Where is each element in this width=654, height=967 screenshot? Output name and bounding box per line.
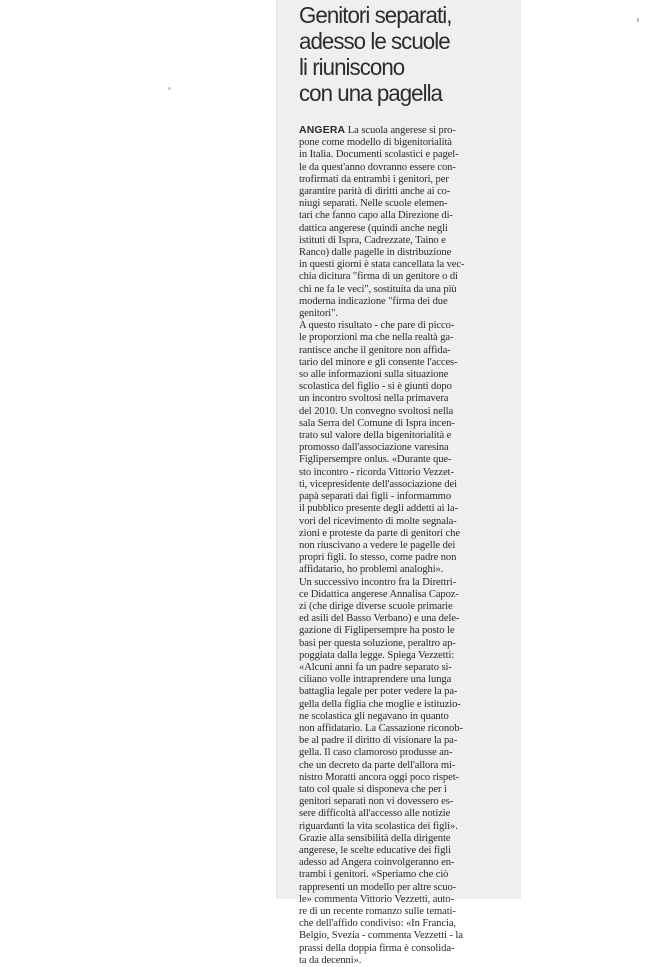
article-line: ti, vicepresidente dell'associazione dei bbox=[299, 478, 457, 490]
article-dateline: ANGERA bbox=[299, 125, 346, 136]
article-line: sere difficoltà all'accesso alle notizie bbox=[299, 808, 451, 820]
article-line: chia dicitura "firma di un genitore o di bbox=[299, 271, 458, 283]
headline-line: con una pagella bbox=[299, 80, 442, 106]
article-line: zioni e proteste da parte di genitori che bbox=[299, 527, 460, 539]
article-line: ciliano volle intraprendere una lunga bbox=[299, 674, 452, 686]
article-line: gazione di Figlipersempre ha posto le bbox=[299, 625, 455, 637]
article-line: che un decreto da parte dell'allora mi- bbox=[299, 759, 456, 771]
article-line: il pubblico presente degli addetti ai la- bbox=[299, 503, 458, 515]
article-line: dattica angerese (quindi anche negli bbox=[299, 222, 448, 234]
article-line: chi ne fa le veci", sostituita da una più bbox=[299, 283, 457, 295]
article-line: in Italia. Documenti scolastici e pagel- bbox=[299, 149, 459, 161]
article-line: poggiata dalla legge. Spiega Vezzetti: bbox=[299, 649, 455, 661]
article-line: tari che fanno capo alla Direzione di- bbox=[299, 210, 453, 222]
article-line: battaglia legale per poter vedere la pa- bbox=[299, 686, 458, 698]
article-line-text: La scuola angerese si pro- bbox=[347, 125, 456, 136]
article-line: propri figli. Io stesso, come padre non bbox=[299, 552, 457, 564]
article-line: angerese, le scelte educative dei figli bbox=[299, 844, 451, 856]
article-line: che dell'affido condiviso: «In Francia, bbox=[299, 918, 456, 930]
article-line: adesso ad Angera coinvolgeranno en- bbox=[299, 857, 455, 869]
article-line: le» commenta Vittorio Vezzetti, auto- bbox=[299, 893, 455, 905]
article-line: rantisce anche il genitore non affida- bbox=[299, 344, 451, 356]
article-line: vori del ricevimento di molte segnala- bbox=[299, 515, 457, 527]
scan-speck bbox=[168, 87, 171, 90]
article-line: zi (che dirige diverse scuole primarie bbox=[299, 600, 453, 612]
article-line: ce Didattica angerese Annalisa Capoz- bbox=[299, 588, 459, 600]
article-line: genitori separati non vi dovessero es- bbox=[299, 796, 454, 808]
article-line: prassi della doppia firma è consolida- bbox=[299, 942, 455, 954]
article-line: tario del minore e gli consente l'acces- bbox=[299, 356, 458, 368]
article-line: A questo risultato - che pare di picco- bbox=[299, 320, 455, 332]
article-line: «Alcuni anni fa un padre separato si- bbox=[299, 661, 452, 673]
headline-line: Genitori separati, bbox=[299, 2, 452, 28]
article-line: trambi i genitori. «Speriamo che ciò bbox=[299, 869, 449, 881]
article-line: trato sul valore della bigenitorialità e bbox=[299, 430, 452, 442]
article-line: rappresenti un modello per altre scuo- bbox=[299, 881, 457, 893]
newspaper-clipping bbox=[276, 0, 521, 966]
article-line: promosso dall'associazione varesina bbox=[299, 442, 449, 454]
article-line: Grazie alla sensibilità della dirigente bbox=[299, 832, 451, 844]
headline-line: li riuniscono bbox=[299, 54, 405, 80]
article-line bbox=[299, 125, 513, 137]
article-line: basi per questa soluzione, peraltro ap- bbox=[299, 637, 456, 649]
article-line: genitori". bbox=[299, 308, 338, 320]
article-line: un incontro svoltosi nella primavera bbox=[299, 393, 449, 405]
article-line: in questi giorni è stata cancellata la vec- bbox=[299, 259, 465, 271]
article-line: Figlipersempre onlus. «Durante que- bbox=[299, 454, 452, 466]
article-line: niugi separati. Nelle scuole elemen- bbox=[299, 198, 448, 210]
article-line: Ranco) dalle pagelle in distribuzione bbox=[299, 247, 452, 259]
article-line: ta da decenni». bbox=[299, 954, 362, 966]
article-line: le da quest'anno dovranno essere con- bbox=[299, 161, 456, 173]
article-body bbox=[299, 125, 513, 967]
article-line: ne scolastica gli negavano in quanto bbox=[299, 710, 449, 722]
article-line: Un successivo incontro fra la Direttri- bbox=[299, 576, 457, 588]
article-line: non affidatario. La Cassazione riconob- bbox=[299, 722, 463, 734]
scan-speck bbox=[637, 18, 639, 22]
headline-line: adesso le scuole bbox=[299, 28, 450, 54]
article-line: gella. Il caso clamoroso produsse an- bbox=[299, 747, 453, 759]
article-line: le proporzioni ma che nella realtà ga- bbox=[299, 332, 454, 344]
article-line: re di un recente romanzo sulle temati- bbox=[299, 906, 456, 917]
article-line: ed asili del Basso Verbano) e una dele- bbox=[299, 613, 460, 625]
article-line: tato col quale si disponeva che per i bbox=[299, 783, 447, 795]
article-line: nistro Moratti ancora oggi poco rispet- bbox=[299, 771, 459, 783]
article-line: be al padre il diritto di visionare la pa- bbox=[299, 735, 458, 747]
article-line: sto incontro - ricorda Vittorio Vezzet- bbox=[299, 466, 454, 478]
article-line: scolastica del figlio - si è giunti dopo bbox=[299, 381, 452, 393]
article-line: papà separati dai figli - informammo bbox=[299, 491, 452, 503]
article-line: istituti di Ispra, Cadrezzate, Taino e bbox=[299, 234, 446, 246]
article-line: affidatario, ho problemi analoghi». bbox=[299, 564, 444, 576]
article-line: moderna indicazione "firma dei due bbox=[299, 295, 448, 307]
article-line: riguardanti la vita scolastica dei figli». bbox=[299, 820, 458, 832]
article-line: Belgio, Svezia - commenta Vezzetti - la bbox=[299, 930, 463, 942]
article-line: gella della figlia che moglie e istituzio- bbox=[299, 698, 461, 710]
article-line: sala Serra del Comune di Ispra incen- bbox=[299, 417, 455, 429]
article-headline bbox=[299, 2, 512, 106]
article-line: del 2010. Un convegno svoltosi nella bbox=[299, 405, 454, 417]
article-line: so alle informazioni sulla situazione bbox=[299, 369, 449, 381]
article-line: garantire parità di diritti anche ai co- bbox=[299, 186, 451, 198]
article-line: pone come modello di bigenitorialità bbox=[299, 137, 452, 149]
article-line: non riuscivano a vedere le pagelle dei bbox=[299, 539, 456, 551]
article-line: trofirmati da entrambi i genitori, per bbox=[299, 173, 449, 185]
